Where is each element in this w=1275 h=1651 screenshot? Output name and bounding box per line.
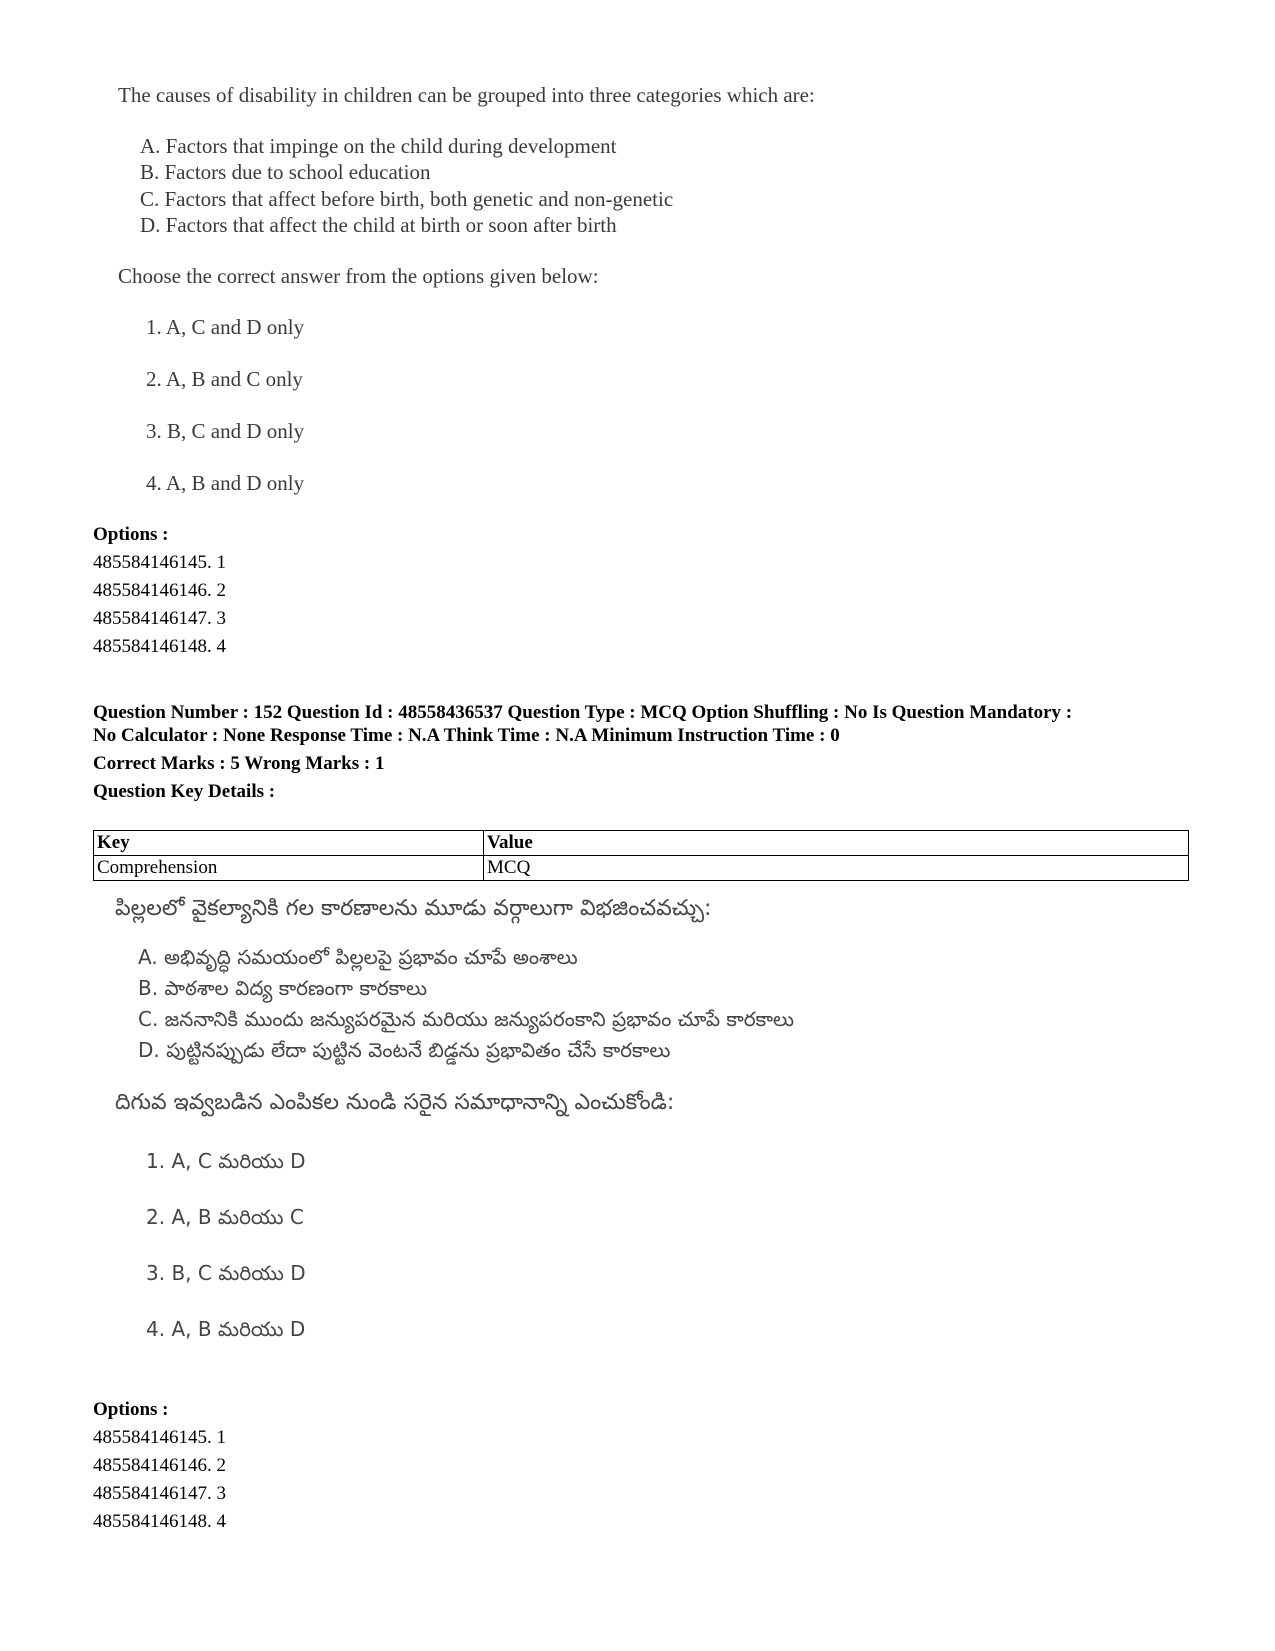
- option-line: 485584146146. 2: [93, 580, 226, 601]
- options-heading: Options :: [93, 524, 169, 545]
- table-cell-value: MCQ: [484, 856, 1189, 881]
- table-header-value: Value: [484, 831, 1189, 856]
- telugu-statement-d: D. పుట్టినప్పుడు లేదా పుట్టిన వెంటనే బిడ్డను ప్రభావితం చేసే కారకాలు: [138, 1038, 671, 1062]
- telugu-statement-c: C. జననానికి ముందు జన్యుపరమైన మరియు జన్యుపరంకాని ప్రభావం చూపే కారకాలు: [138, 1007, 795, 1031]
- statement-b: B. Factors due to school education: [140, 160, 431, 184]
- telugu-choice-2: 2. A, B మరియు C: [146, 1205, 304, 1229]
- choice-2: 2. A, B and C only: [146, 367, 303, 391]
- telugu-question-stem: పిల్లలలో వైకల్యానికి గల కారణాలను మూడు వర్గాలుగా విభజించవచ్చు:: [115, 896, 712, 921]
- option-line: 485584146146. 2: [93, 1455, 226, 1476]
- option-line: 485584146145. 1: [93, 1427, 226, 1448]
- question-instruction: Choose the correct answer from the options given below:: [118, 264, 599, 288]
- options-heading: Options :: [93, 1399, 169, 1420]
- option-line: 485584146148. 4: [93, 636, 226, 657]
- statement-d: D. Factors that affect the child at birth or soon after birth: [140, 213, 617, 237]
- choice-1: 1. A, C and D only: [146, 315, 305, 339]
- option-line: 485584146147. 3: [93, 1483, 226, 1504]
- table-header-row: [94, 831, 1189, 856]
- telugu-statement-b: B. పాఠశాల విద్య కారణంగా కారకాలు: [138, 976, 428, 1000]
- question-stem: The causes of disability in children can be grouped into three categories which are:: [118, 83, 815, 107]
- marks-line: Correct Marks : 5 Wrong Marks : 1: [93, 753, 385, 774]
- question-meta-line-2: No Calculator : None Response Time : N.A Think Time : N.A Minimum Instruction Time : 0: [93, 725, 840, 746]
- option-line: 485584146147. 3: [93, 608, 226, 629]
- telugu-statement-a: A. అభివృద్ధి సమయంలో పిల్లలపై ప్రభావం చూపే అంశాలు: [138, 945, 578, 969]
- telugu-choice-1: 1. A, C మరియు D: [146, 1149, 306, 1173]
- statement-c: C. Factors that affect before birth, both genetic and non-genetic: [140, 187, 674, 211]
- key-details-heading: Question Key Details :: [93, 781, 276, 802]
- table-header-key: Key: [94, 831, 484, 856]
- choice-3: 3. B, C and D only: [146, 419, 305, 443]
- option-line: 485584146148. 4: [93, 1511, 226, 1532]
- table-row: [94, 856, 1189, 881]
- question-meta-line-1: Question Number : 152 Question Id : 48558436537 Question Type : MCQ Option Shuffling : No Is Question Mandatory :: [93, 702, 1073, 723]
- option-line: 485584146145. 1: [93, 552, 226, 573]
- choice-4: 4. A, B and D only: [146, 471, 305, 495]
- telugu-choice-3: 3. B, C మరియు D: [146, 1261, 306, 1285]
- telugu-question-instruction: దిగువ ఇవ్వబడిన ఎంపికల నుండి సరైన సమాధానాన్ని ఎంచుకోండి:: [115, 1090, 675, 1115]
- table-cell-key: Comprehension: [94, 856, 484, 881]
- key-details-table: [93, 830, 1189, 881]
- statement-a: A. Factors that impinge on the child during development: [140, 134, 617, 158]
- telugu-choice-4: 4. A, B మరియు D: [146, 1317, 306, 1341]
